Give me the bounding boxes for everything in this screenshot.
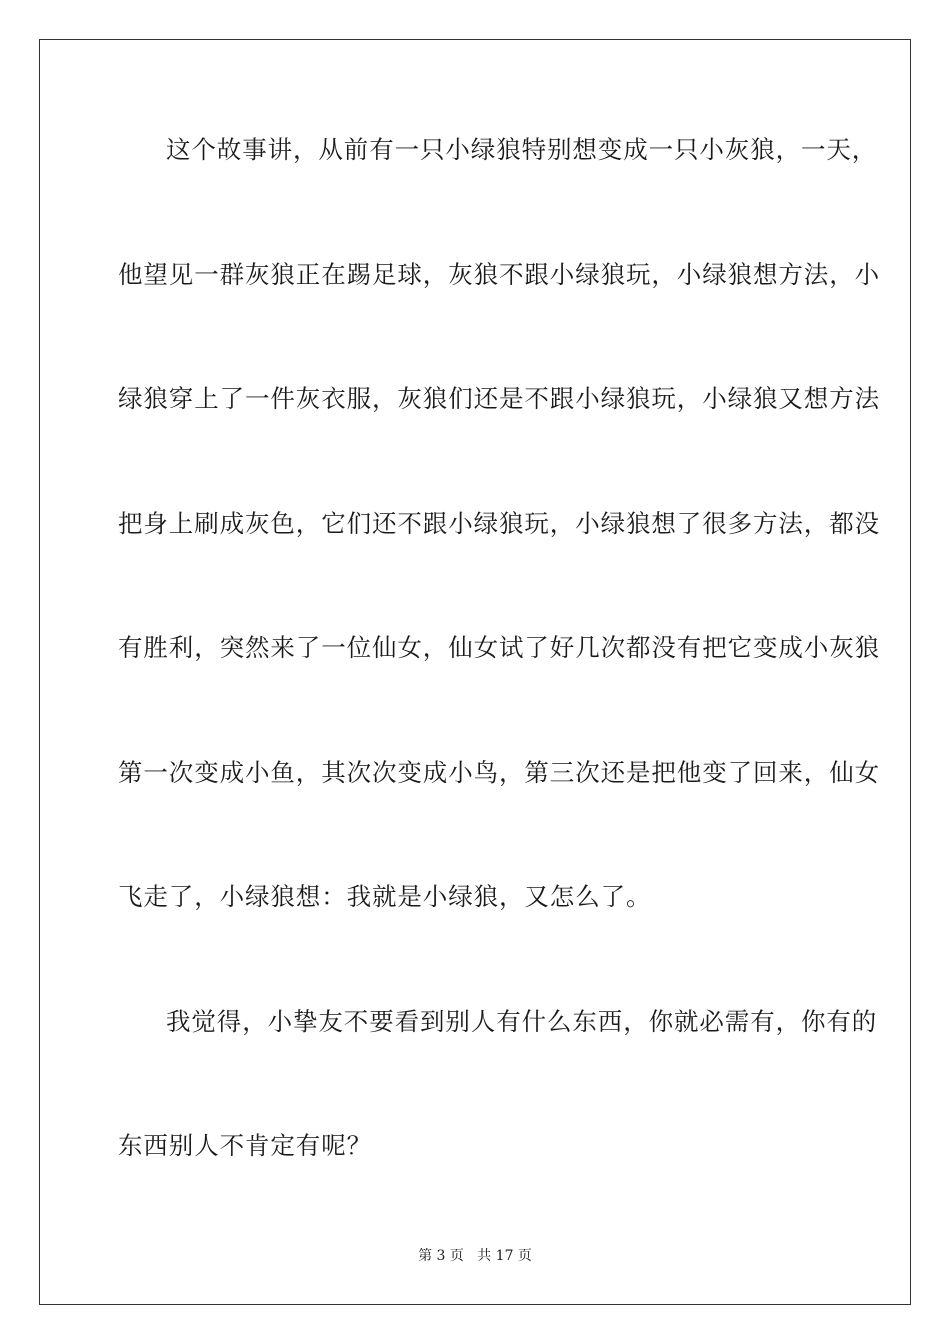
page-number-footer: 第 3 页 共 17 页 [418,1248,532,1264]
paragraph-1-line-4: 把身上刷成灰色，它们还不跟小绿狼玩，小绿狼想了很多方法，都没 [118,509,880,538]
page-border [39,39,911,1305]
paragraph-2-line-2: 东西别人不肯定有呢？ [118,1131,372,1160]
paragraph-1-line-2: 他望见一群灰狼正在踢足球，灰狼不跟小绿狼玩，小绿狼想方法，小 [118,260,880,289]
paragraph-1-line-7: 飞走了，小绿狼想：我就是小绿狼，又怎么了。 [118,882,652,911]
paragraph-1-line-1: 这个故事讲，从前有一只小绿狼特别想变成一只小灰狼，一天， [166,135,878,164]
paragraph-1-line-6: 第一次变成小鱼，其次次变成小鸟，第三次还是把他变了回来，仙女 [118,758,880,787]
paragraph-1-line-3: 绿狼穿上了一件灰衣服，灰狼们还是不跟小绿狼玩，小绿狼又想方法 [118,384,880,413]
paragraph-2-line-1: 我觉得，小挚友不要看到别人有什么东西，你就必需有，你有的 [166,1007,878,1036]
paragraph-1-line-5: 有胜利，突然来了一位仙女，仙女试了好几次都没有把它变成小灰狼 [118,633,880,662]
